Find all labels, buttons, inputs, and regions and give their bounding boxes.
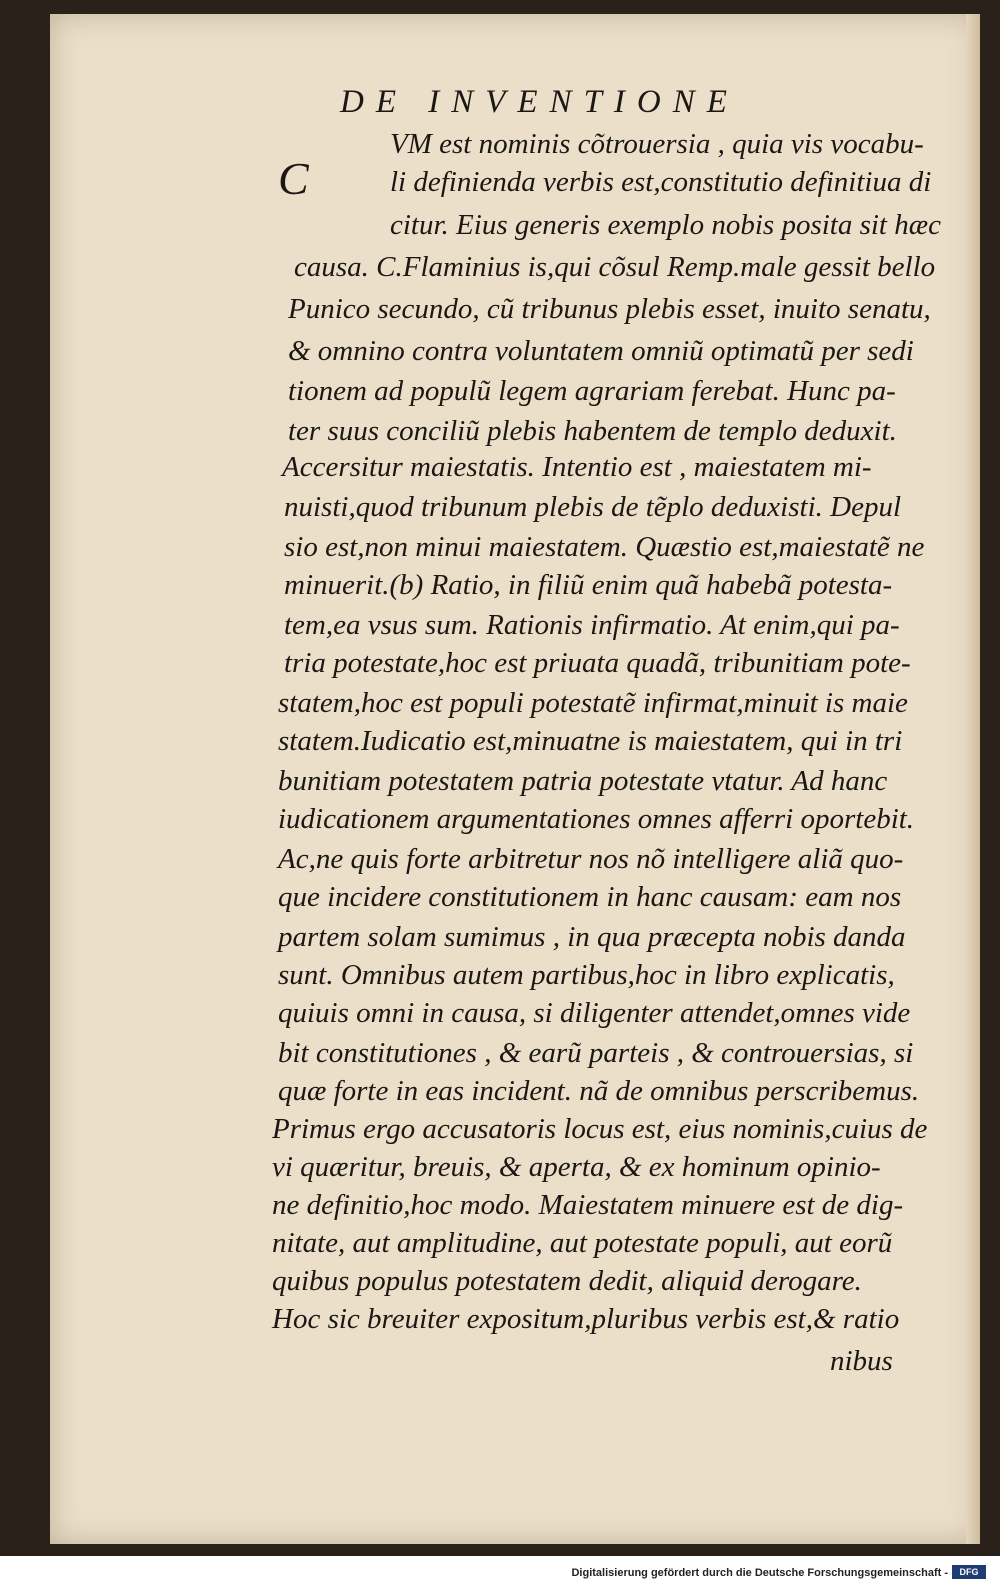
text-line: que incidere constitutionem in hanc causam: eam nos xyxy=(278,881,902,913)
page-edge xyxy=(966,14,980,1544)
drop-cap: C xyxy=(278,153,309,204)
text-line: tionem ad populũ legem agrariam ferebat. Hunc pa- xyxy=(288,375,896,407)
funding-notice: Digitalisierung gefördert durch die Deutsche Forschungsgemeinschaft - xyxy=(571,1567,948,1579)
text-line: quiuis omni in causa, si diligenter attendet,omnes vide xyxy=(278,997,911,1029)
text-line: quibus populus potestatem dedit, aliquid derogare. xyxy=(272,1265,862,1297)
text-line: quæ forte in eas incident. nã de omnibus perscribemus. xyxy=(278,1075,920,1107)
text-line: sunt. Omnibus autem partibus,hoc in libro explicatis, xyxy=(278,959,895,991)
text-line: iudicationem argumentationes omnes afferri oportebit. xyxy=(278,803,915,835)
text-line: nuisti,quod tribunum plebis de tẽplo deduxisti. Depul xyxy=(284,491,902,523)
text-line: statem,hoc est populi potestatẽ infirmat,minuit is maie xyxy=(278,687,908,719)
text-line: tria potestate,hoc est priuata quadã, tribunitiam pote- xyxy=(284,647,911,679)
text-line: minuerit.(b) Ratio, in filiũ enim quã habebã potesta- xyxy=(284,569,893,601)
text-line: ter suus conciliũ plebis habentem de templo deduxit. xyxy=(288,415,897,447)
text-line: Ac,ne quis forte arbitretur nos nõ intelligere aliã quo- xyxy=(278,843,904,875)
text-line: li definienda verbis est,constitutio definitiua di xyxy=(390,166,932,198)
text-line: & omnino contra voluntatem omniũ optimatũ per sedi xyxy=(288,335,914,367)
text-line: Primus ergo accusatoris locus est, eius nominis,cuius de xyxy=(272,1113,928,1145)
text-line: Hoc sic breuiter expositum,pluribus verbis est,& ratio xyxy=(272,1303,900,1335)
text-line: Accersitur maiestatis. Intentio est , maiestatem mi- xyxy=(282,451,872,483)
text-line: VM est nominis cõtrouersia , quia vis vocabu- xyxy=(390,128,924,160)
text-line: bunitiam potestatem patria potestate vtatur. Ad hanc xyxy=(278,765,888,797)
text-line: bit constitutiones , & earũ parteis , & controuersias, si xyxy=(278,1037,914,1069)
text-line: nitate, aut amplitudine, aut potestate populi, aut eorũ xyxy=(272,1227,893,1259)
text-line: partem solam sumimus , in qua præcepta nobis danda xyxy=(278,921,906,953)
running-head: DE INVENTIONE xyxy=(340,84,739,120)
text-line: tem,ea vsus sum. Rationis infirmatio. At enim,qui pa- xyxy=(284,609,900,641)
text-line: statem.Iudicatio est,minuatne is maiestatem, qui in tri xyxy=(278,725,903,757)
text-line: sio est,non minui maiestatem. Quæstio est,maiestatẽ ne xyxy=(284,531,925,563)
catchword: nibus xyxy=(830,1345,893,1377)
text-line: citur. Eius generis exemplo nobis posita sit hæc xyxy=(390,209,941,241)
text-line: ne definitio,hoc modo. Maiestatem minuere est de dig- xyxy=(272,1189,904,1221)
dfg-logo: DFG xyxy=(952,1565,986,1579)
text-line: vi quæritur, breuis, & aperta, & ex hominum opinio- xyxy=(272,1151,881,1183)
text-line: Punico secundo, cũ tribunus plebis esset, inuito senatu, xyxy=(288,293,931,325)
text-line: causa. C.Flaminius is,qui cõsul Remp.male gessit bello xyxy=(294,251,936,283)
